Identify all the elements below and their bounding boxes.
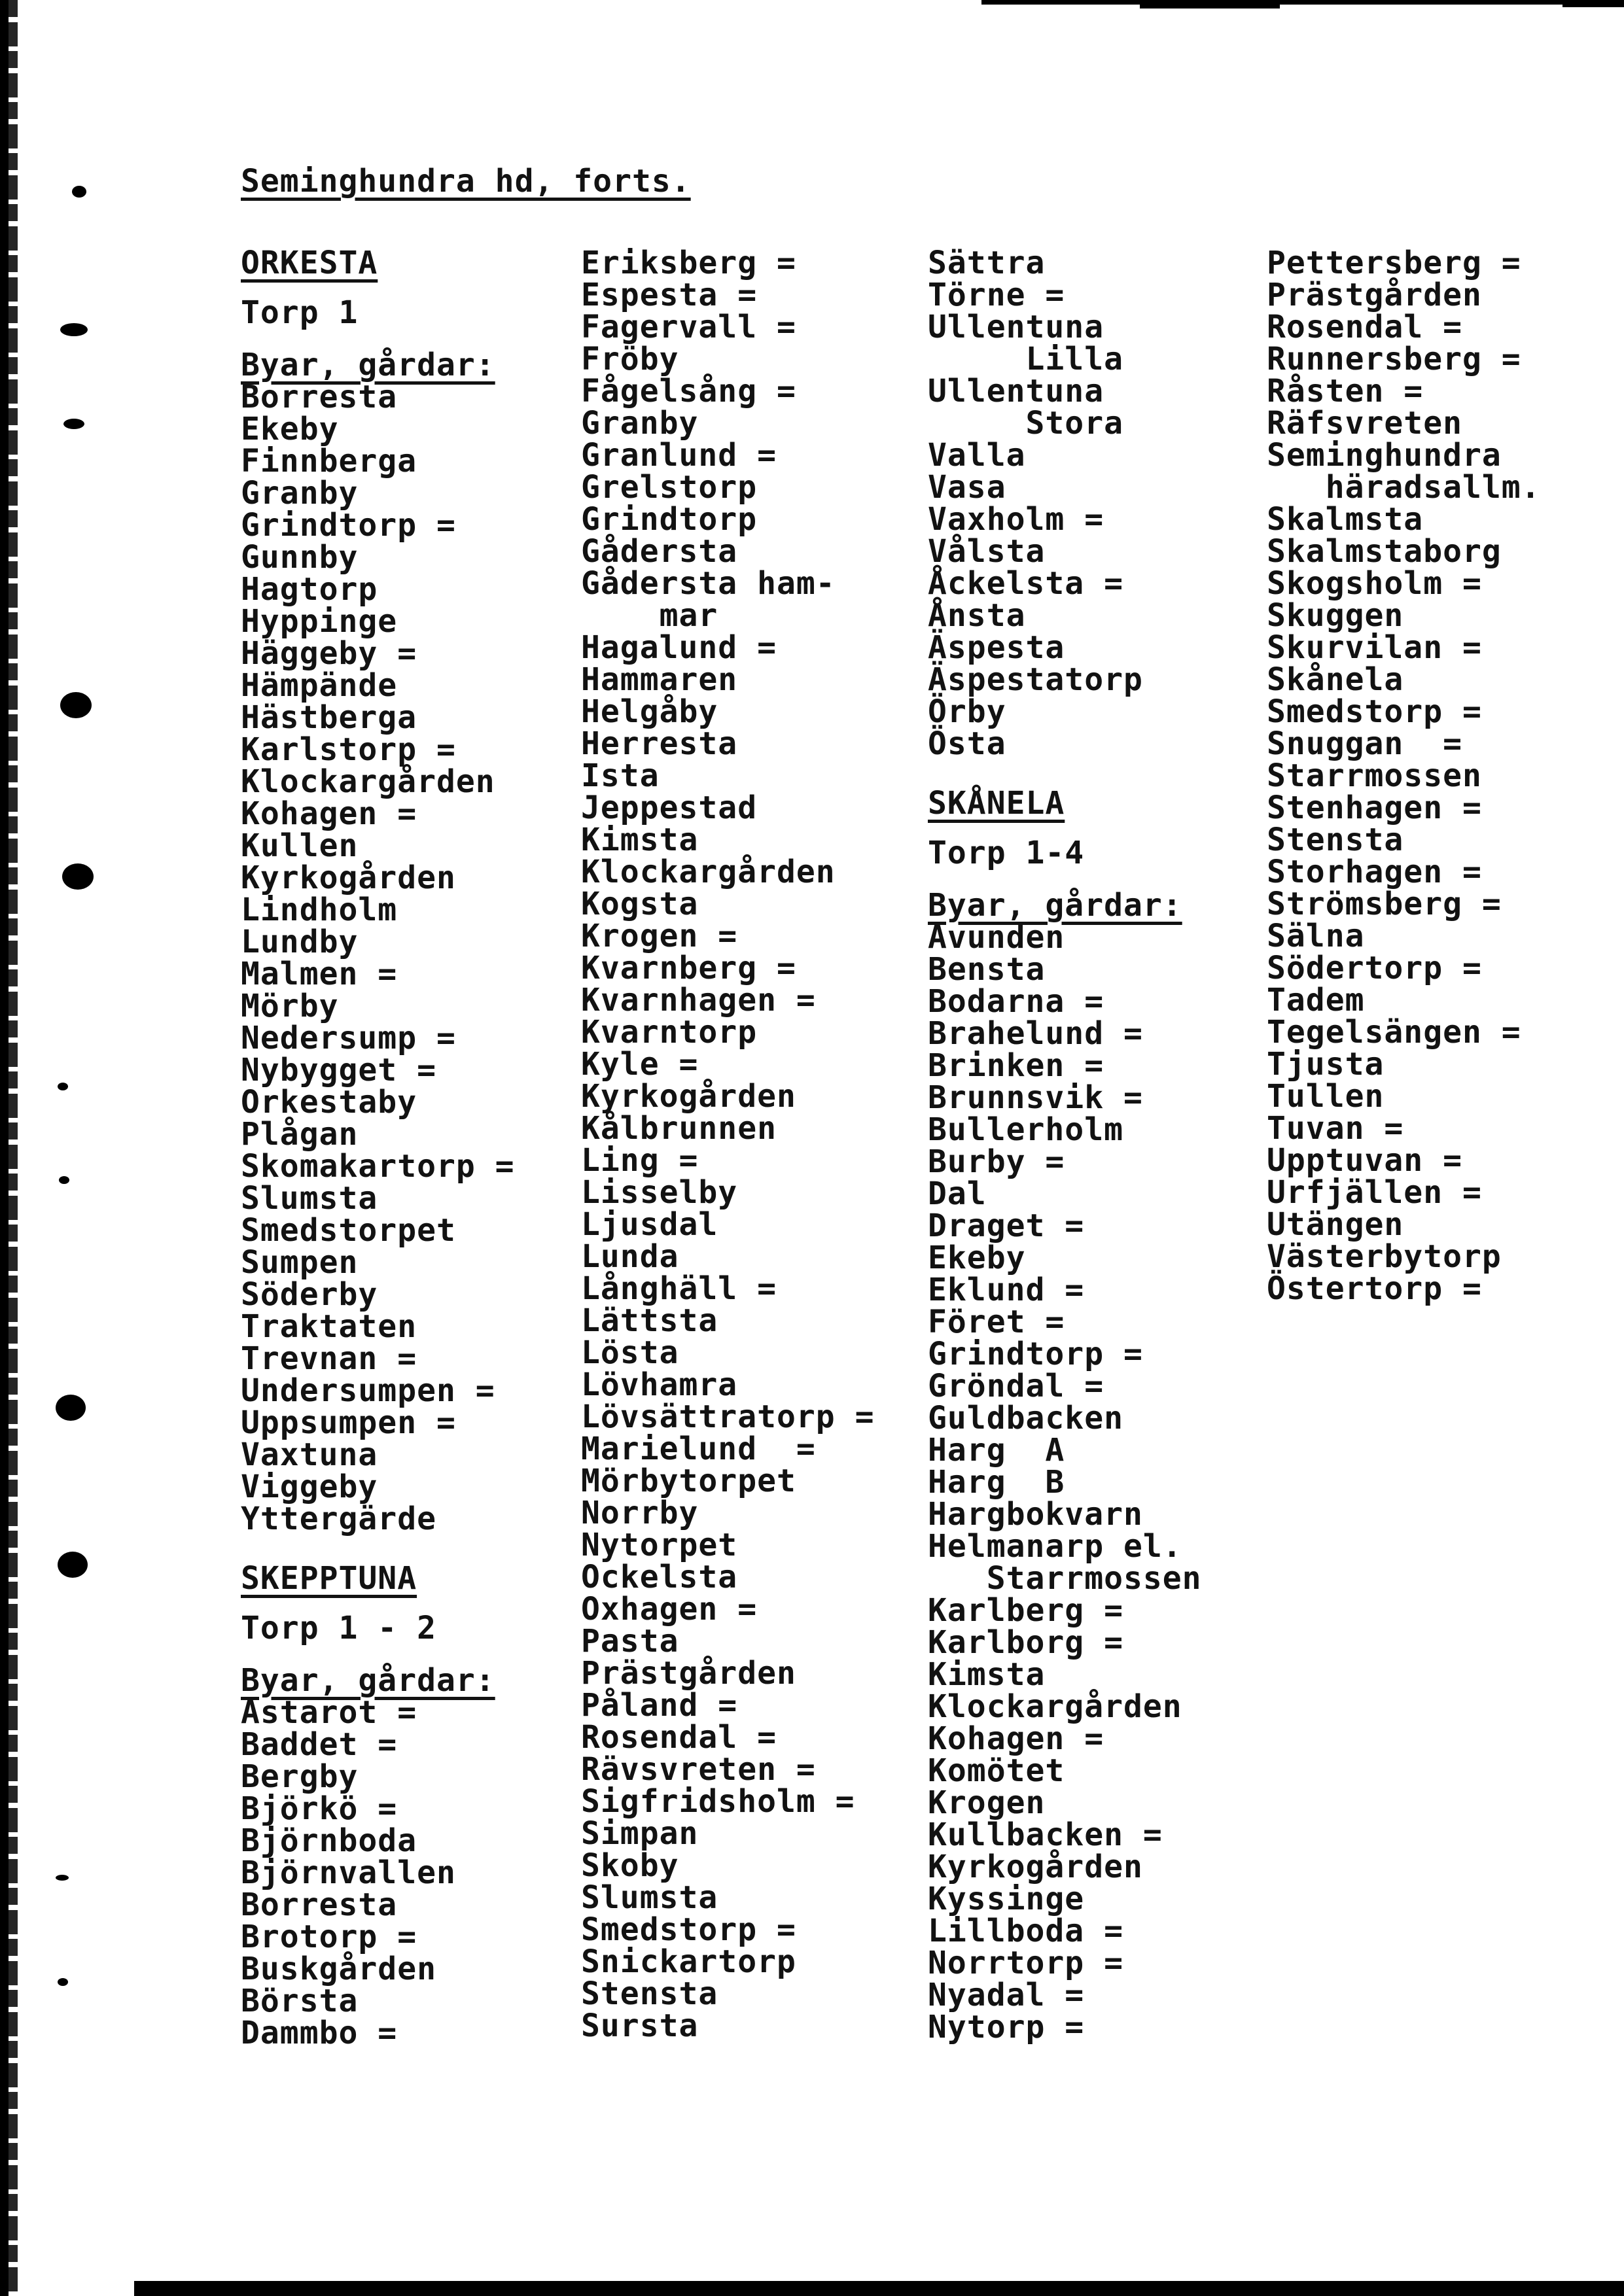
place-name: Björnboda	[241, 1822, 417, 1859]
byar-gardar-label: Byar, gårdar:	[928, 887, 1182, 924]
torp-label: Torp 1	[241, 294, 359, 331]
place-name: Kvarntorp	[581, 1014, 758, 1051]
place-name: Åckelsta =	[928, 565, 1123, 602]
place-name: Grindtorp =	[928, 1336, 1143, 1372]
place-name: Klockargården	[928, 1688, 1182, 1725]
place-name: Fagervall =	[581, 309, 796, 345]
place-name: Prästgården	[581, 1655, 796, 1692]
place-name: Föret =	[928, 1304, 1065, 1340]
place-name: Brunnsvik =	[928, 1079, 1143, 1116]
place-name: Ling =	[581, 1142, 699, 1179]
place-name: Törne =	[928, 277, 1065, 313]
place-name: Lindholm	[241, 892, 398, 928]
place-name: Snuggan =	[1267, 725, 1462, 762]
place-name: Gunnby	[241, 539, 359, 576]
place-name: Skomakartorp =	[241, 1148, 515, 1185]
place-name: Grelstorp	[581, 469, 758, 506]
place-name: Smedstorpet	[241, 1212, 456, 1249]
place-name: Stensta	[581, 1975, 718, 2012]
place-name: Krogen =	[581, 918, 738, 954]
place-name: Tadem	[1267, 982, 1365, 1018]
place-name: Kyssinge	[928, 1881, 1085, 1917]
place-name: Sigfridsholm =	[581, 1783, 855, 1820]
place-name: Dammbo =	[241, 2015, 398, 2051]
place-name: Hagtorp	[241, 571, 378, 608]
place-name: Sumpen	[241, 1244, 359, 1281]
place-name: Nedersump =	[241, 1020, 456, 1056]
place-name: Smedstorp =	[581, 1911, 796, 1948]
place-name: Runnersberg =	[1267, 341, 1521, 377]
place-name: Sursta	[581, 2008, 699, 2044]
place-name: Slumsta	[241, 1180, 378, 1217]
place-name: Espesta =	[581, 277, 758, 313]
place-name: Snickartorp	[581, 1943, 796, 1980]
place-name: Traktaten	[241, 1308, 417, 1345]
place-name: Vasa	[928, 469, 1006, 506]
place-name: Skogsholm =	[1267, 565, 1482, 602]
place-name: Plågan	[241, 1116, 359, 1153]
place-name: Astarot =	[241, 1694, 417, 1731]
place-name: Undersumpen =	[241, 1372, 495, 1409]
place-name: Smedstorp =	[1267, 693, 1482, 730]
place-name: Karlborg =	[928, 1624, 1123, 1661]
place-name: Vaxtuna	[241, 1436, 378, 1473]
place-name: Klockargården	[241, 763, 495, 800]
place-name: Fröby	[581, 341, 679, 377]
place-name: Skoby	[581, 1847, 679, 1884]
place-name: Jeppestad	[581, 790, 758, 826]
place-name: Hyppinge	[241, 603, 398, 640]
place-name: Granby	[581, 405, 699, 442]
place-name: Helmanarp el.	[928, 1528, 1182, 1565]
column	[928, 247, 1202, 2044]
place-name: Tjusta	[1267, 1046, 1385, 1083]
place-name: Björnvallen	[241, 1854, 456, 1891]
place-name: Börsta	[241, 1983, 359, 2019]
page-title: Seminghundra hd, forts.	[241, 163, 691, 200]
place-name: Buskgården	[241, 1951, 436, 1987]
section-heading: SKEPPTUNA	[241, 1560, 417, 1597]
place-name: Herresta	[581, 725, 738, 762]
place-name: Kålbrunnen	[581, 1110, 777, 1147]
place-name: Hämpände	[241, 667, 398, 704]
place-name: Trevnan =	[241, 1340, 417, 1377]
place-name: Storhagen =	[1267, 854, 1482, 890]
place-name: Sättra	[928, 245, 1046, 281]
place-name: Skalmsta	[1267, 501, 1424, 538]
place-name: Lövhamra	[581, 1366, 738, 1403]
place-name: Granby	[241, 475, 359, 512]
place-name: Lättsta	[581, 1302, 718, 1339]
place-name: Borresta	[241, 1887, 398, 1923]
place-name: Hagalund =	[581, 629, 777, 666]
place-name: Lösta	[581, 1334, 679, 1371]
place-name: Östertorp =	[1267, 1270, 1482, 1307]
place-name: Fågelsång =	[581, 373, 796, 409]
place-name: häradsallm.	[1267, 469, 1541, 506]
place-name: Borresta	[241, 379, 398, 415]
place-name: Kvarnberg =	[581, 950, 796, 986]
place-name: Brahelund =	[928, 1015, 1143, 1052]
place-name: Hästberga	[241, 699, 417, 736]
place-name: Yttergärde	[241, 1501, 436, 1537]
place-name: Utängen	[1267, 1206, 1404, 1243]
place-name: Vålsta	[928, 533, 1046, 570]
place-name: Lövsättratorp =	[581, 1399, 875, 1435]
place-name: Upptuvan =	[1267, 1142, 1462, 1179]
place-name: Ullentuna	[928, 373, 1104, 409]
place-name: Guldbacken	[928, 1400, 1123, 1436]
place-name: Komötet	[928, 1752, 1065, 1789]
place-name: Nyadal =	[928, 1977, 1085, 2013]
place-name: Malmen =	[241, 956, 398, 992]
byar-gardar-label: Byar, gårdar:	[241, 347, 495, 383]
place-name: Helgåby	[581, 693, 718, 730]
place-name: Orkestaby	[241, 1084, 417, 1121]
section-heading: SKÅNELA	[928, 785, 1065, 822]
place-name: mar	[581, 597, 718, 634]
place-name: Granlund =	[581, 437, 777, 474]
place-name: Kyrkogården	[241, 860, 456, 896]
place-name: Skalmstaborg	[1267, 533, 1502, 570]
place-name: Gådersta ham-	[581, 565, 836, 602]
place-name: Gådersta	[581, 533, 738, 570]
place-name: Kogsta	[581, 886, 699, 922]
place-name: Kyrkogården	[581, 1078, 796, 1115]
place-name: Valla	[928, 437, 1026, 474]
place-name: Tuvan =	[1267, 1110, 1404, 1147]
place-name: Äspestatorp	[928, 661, 1143, 698]
place-name: Urfjällen =	[1267, 1174, 1482, 1211]
place-name: Pettersberg =	[1267, 245, 1521, 281]
place-name: Krogen	[928, 1784, 1046, 1821]
place-name: Hammaren	[581, 661, 738, 698]
place-name: Bullerholm	[928, 1111, 1123, 1148]
place-name: Skånela	[1267, 661, 1404, 698]
place-name: Björkö =	[241, 1790, 398, 1827]
place-name: Tegelsängen =	[1267, 1014, 1521, 1051]
place-name: Skuggen	[1267, 597, 1404, 634]
place-name: Äspesta	[928, 629, 1065, 666]
place-name: Ockelsta	[581, 1559, 738, 1595]
place-name: Prästgården	[1267, 277, 1482, 313]
place-name: Ullentuna	[928, 309, 1104, 345]
place-name: Rosendal =	[1267, 309, 1462, 345]
place-name: Räfsvreten	[1267, 405, 1462, 442]
place-name: Ekeby	[928, 1240, 1026, 1276]
place-name: Bodarna =	[928, 983, 1104, 1020]
place-name: Kohagen =	[241, 795, 417, 832]
place-name: Häggeby =	[241, 635, 417, 672]
place-name: Västerbytorp	[1267, 1238, 1502, 1275]
place-name: Grindtorp	[581, 501, 758, 538]
place-name: Finnberga	[241, 443, 417, 479]
place-name: Avunden	[928, 919, 1065, 956]
place-name: Grindtorp =	[241, 507, 456, 544]
place-name: Viggeby	[241, 1469, 378, 1505]
place-name: Simpan	[581, 1815, 699, 1852]
place-name: Karlberg =	[928, 1592, 1123, 1629]
place-name: Brotorp =	[241, 1919, 417, 1955]
place-name: Lillboda =	[928, 1913, 1123, 1949]
place-name: Kullbacken =	[928, 1817, 1163, 1853]
place-name: Lilla	[928, 341, 1123, 377]
place-name: Brinken =	[928, 1047, 1104, 1084]
torp-label: Torp 1 - 2	[241, 1610, 436, 1646]
place-name: Rävsvreten =	[581, 1751, 816, 1788]
place-name: Ista	[581, 757, 660, 794]
place-name: Bensta	[928, 951, 1046, 988]
place-name: Lunda	[581, 1238, 679, 1275]
place-name: Mörbytorpet	[581, 1463, 796, 1499]
place-name: Ekeby	[241, 411, 339, 447]
place-name: Lundby	[241, 924, 359, 960]
place-name: Norrby	[581, 1495, 699, 1531]
place-name: Hargbokvarn	[928, 1496, 1143, 1533]
place-name: Gröndal =	[928, 1368, 1104, 1404]
place-name: Stensta	[1267, 822, 1404, 858]
byar-gardar-label: Byar, gårdar:	[241, 1662, 495, 1699]
place-name: Kvarnhagen =	[581, 982, 816, 1018]
place-name: Slumsta	[581, 1879, 718, 1916]
torp-label: Torp 1-4	[928, 835, 1085, 871]
place-name: Klockargården	[581, 854, 836, 890]
place-name: Sälna	[1267, 918, 1365, 954]
place-name: Burby =	[928, 1143, 1065, 1180]
place-name: Långhäll =	[581, 1270, 777, 1307]
place-name: Eriksberg =	[581, 245, 796, 281]
place-name: Harg B	[928, 1464, 1065, 1501]
place-name: Draget =	[928, 1208, 1085, 1244]
place-name: Seminghundra	[1267, 437, 1502, 474]
place-name: Karlstorp =	[241, 731, 456, 768]
place-name: Rosendal =	[581, 1719, 777, 1756]
place-name: Kimsta	[581, 822, 699, 858]
place-name: Örby	[928, 693, 1006, 730]
place-name: Påland =	[581, 1687, 738, 1724]
place-name: Vaxholm =	[928, 501, 1104, 538]
place-name: Kyle =	[581, 1046, 699, 1083]
place-name: Dal	[928, 1175, 987, 1212]
place-name: Eklund =	[928, 1272, 1085, 1308]
place-name: Stora	[928, 405, 1123, 442]
place-name: Nybygget =	[241, 1052, 436, 1088]
place-name: Mörby	[241, 988, 339, 1024]
place-name: Harg A	[928, 1432, 1065, 1469]
place-name: Kullen	[241, 827, 359, 864]
place-name: Ljusdal	[581, 1206, 718, 1243]
place-name: Råsten =	[1267, 373, 1424, 409]
place-name: Skurvilan =	[1267, 629, 1482, 666]
place-name: Starrmossen	[1267, 757, 1482, 794]
place-name: Södertorp =	[1267, 950, 1482, 986]
place-name: Baddet =	[241, 1726, 398, 1763]
place-name: Östa	[928, 725, 1006, 762]
place-name: Marielund =	[581, 1431, 816, 1467]
place-name: Bergby	[241, 1758, 359, 1795]
place-name: Söderby	[241, 1276, 378, 1313]
column	[1267, 247, 1541, 1305]
place-name: Uppsumpen =	[241, 1404, 456, 1441]
column	[581, 247, 874, 2042]
place-name: Strömsberg =	[1267, 886, 1502, 922]
place-name: Ånsta	[928, 597, 1026, 634]
place-name: Norrtorp =	[928, 1945, 1123, 1981]
place-name: Tullen	[1267, 1078, 1385, 1115]
place-name: Lisselby	[581, 1174, 738, 1211]
section-heading: ORKESTA	[241, 245, 378, 281]
place-name: Kyrkogården	[928, 1849, 1143, 1885]
place-name: Pasta	[581, 1623, 679, 1660]
place-name: Starrmossen	[928, 1560, 1202, 1597]
place-name: Oxhagen =	[581, 1591, 758, 1627]
place-name: Nytorpet	[581, 1527, 738, 1563]
place-name: Nytorp =	[928, 2009, 1085, 2045]
column	[241, 247, 515, 2049]
place-name: Kohagen =	[928, 1720, 1104, 1757]
place-name: Stenhagen =	[1267, 790, 1482, 826]
place-name: Kimsta	[928, 1656, 1046, 1693]
